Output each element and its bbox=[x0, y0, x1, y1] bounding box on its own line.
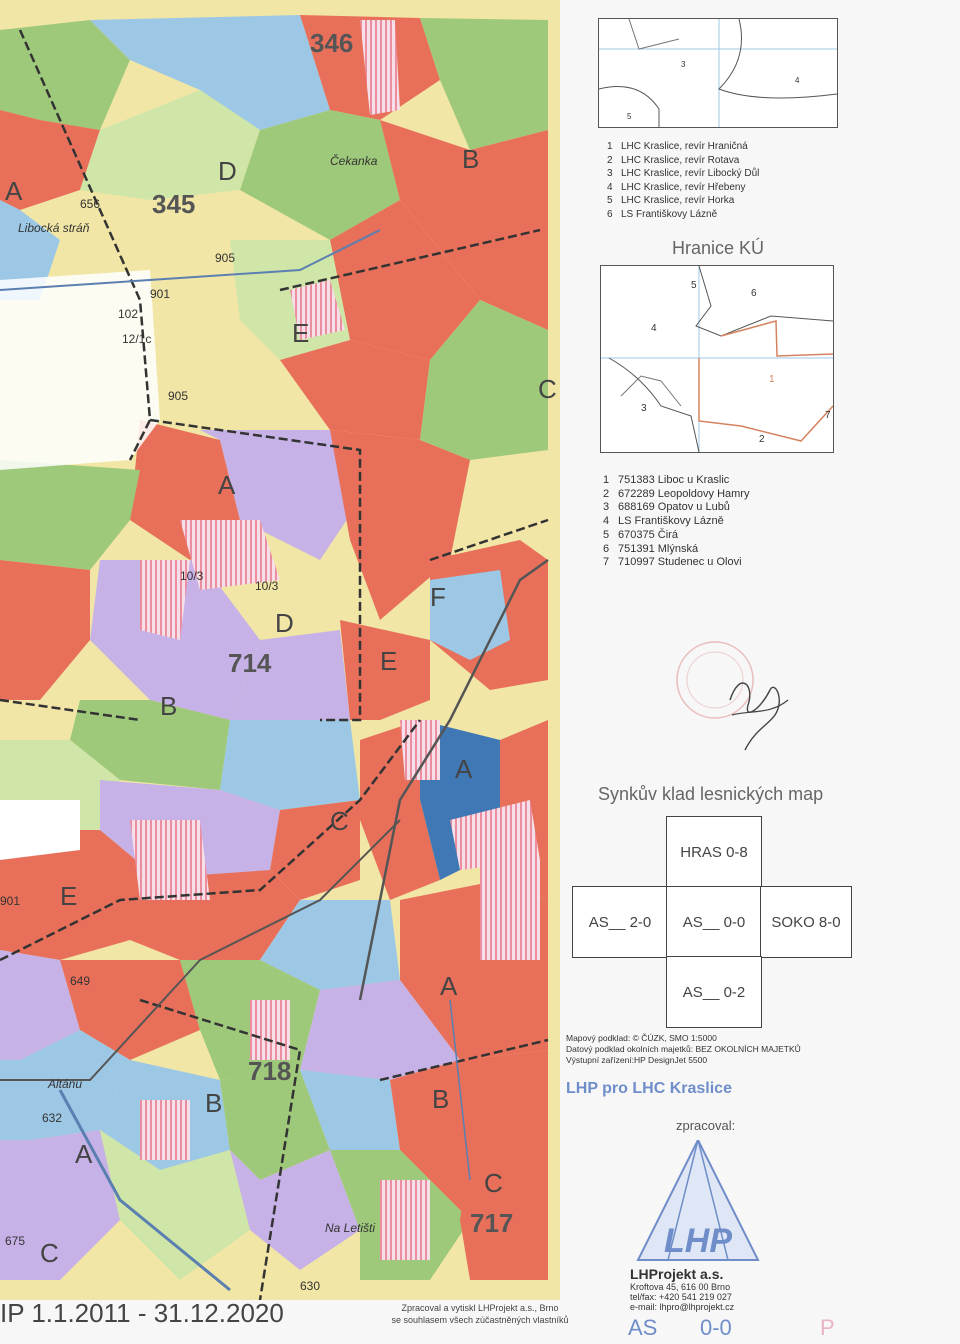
area-number: 5 bbox=[627, 112, 632, 121]
area-number: 4 bbox=[795, 76, 800, 85]
block-label: E bbox=[292, 318, 310, 348]
number-label: 10/3 bbox=[180, 569, 204, 583]
sheet-flag: P bbox=[820, 1315, 835, 1340]
number-label: 675 bbox=[5, 1234, 26, 1248]
legend-item: 2 LHC Kraslice, revír Rotava bbox=[607, 154, 740, 166]
ku-legend bbox=[603, 474, 749, 570]
footer-note bbox=[380, 1302, 580, 1326]
block-label: A bbox=[455, 754, 473, 784]
area-number: 7 bbox=[825, 410, 831, 421]
block-label: D bbox=[218, 156, 237, 186]
sheet-left[interactable]: AS__ 2-0 bbox=[572, 886, 668, 958]
compartment-label: 717 bbox=[470, 1208, 514, 1238]
number-label: 901 bbox=[150, 287, 171, 301]
place-name: Libocká stráň bbox=[18, 221, 90, 235]
hranice-ku-title: Hranice KÚ bbox=[672, 238, 765, 258]
number-label: 905 bbox=[215, 251, 236, 265]
overview-map-lhc bbox=[598, 18, 838, 128]
block-label: F bbox=[430, 582, 446, 612]
block-label: C bbox=[538, 374, 557, 404]
white-enclosure bbox=[0, 800, 80, 860]
info-line: Mapový podklad: © ČÚZK, SMO 1:5000 bbox=[566, 1033, 717, 1043]
overview-map-ku bbox=[600, 265, 834, 453]
area-number: 2 bbox=[759, 434, 765, 445]
number-label: 632 bbox=[42, 1111, 63, 1125]
compartment-label: 345 bbox=[152, 189, 196, 219]
white-enclosure bbox=[0, 270, 160, 470]
block-label: C bbox=[330, 806, 349, 836]
compartment-label: 718 bbox=[248, 1056, 292, 1086]
sheet-index-title: Synkův klad lesnických map bbox=[598, 784, 824, 804]
legend-item: 1 LHC Kraslice, revír Hraničná bbox=[607, 141, 748, 152]
number-label: 656 bbox=[80, 197, 101, 211]
area-number: 1 bbox=[769, 374, 775, 385]
info-line: Datový podklad okolních majetků: BEZ OKOLNÍCH MAJETKŮ bbox=[566, 1044, 801, 1054]
area-number: 5 bbox=[691, 280, 697, 291]
sheet-center[interactable]: AS__ 0-0 bbox=[666, 886, 762, 958]
number-label: 901 bbox=[0, 894, 21, 908]
area-number: 3 bbox=[681, 60, 686, 69]
sheet-top[interactable]: HRAS 0-8 bbox=[666, 816, 762, 888]
legend-item: 6 LS Františkovy Lázně bbox=[607, 208, 718, 220]
stamp-and-signature bbox=[660, 630, 810, 760]
area-number: 4 bbox=[651, 323, 657, 334]
compartment-label: 714 bbox=[228, 648, 272, 678]
official-seal bbox=[677, 642, 753, 718]
lhp-title: LHP pro LHC Kraslice bbox=[566, 1080, 732, 1097]
sheet-right[interactable]: SOKO 8-0 bbox=[760, 886, 852, 958]
validity-period: IP 1.1.2011 - 31.12.2020 bbox=[0, 1298, 284, 1328]
sheet-number: 0-0 bbox=[700, 1315, 732, 1340]
block-label: B bbox=[432, 1084, 450, 1114]
company-block bbox=[630, 1266, 734, 1312]
block-label: D bbox=[275, 608, 294, 638]
number-label: 102 bbox=[118, 307, 139, 321]
block-label: A bbox=[440, 971, 458, 1001]
legend-item: 3 688169 Opatov u Lubů bbox=[603, 501, 730, 514]
block-label: A bbox=[5, 176, 23, 206]
block-label: A bbox=[75, 1139, 93, 1169]
legend-item: 5 670375 Čirá bbox=[603, 528, 678, 541]
block-label: B bbox=[462, 144, 480, 174]
number-label: 630 bbox=[300, 1279, 321, 1293]
block-label: A bbox=[218, 470, 236, 500]
info-line: Výstupní zařízení:HP DesignJet 5500 bbox=[566, 1055, 708, 1065]
company-phone: tel/fax: +420 541 219 027 bbox=[630, 1292, 732, 1302]
footer-note-line: se souhlasem všech zúčastněných vlastníků bbox=[391, 1315, 569, 1325]
legend-item: 1 751383 Liboc u Kraslic bbox=[603, 474, 730, 486]
sheet-bottom[interactable]: AS__ 0-2 bbox=[666, 956, 762, 1028]
zpracoval-label: zpracoval: bbox=[676, 1118, 736, 1133]
map-source-info bbox=[566, 1033, 801, 1066]
compartment-label: 346 bbox=[310, 28, 354, 58]
lhc-legend bbox=[607, 140, 759, 221]
block-label: C bbox=[484, 1168, 503, 1198]
company-name: LHProjekt a.s. bbox=[630, 1266, 724, 1282]
company-address: Kroftova 45, 616 00 Brno bbox=[630, 1282, 731, 1292]
number-label: 649 bbox=[70, 974, 91, 988]
legend-item: 7 710997 Studenec u Olovi bbox=[603, 556, 742, 569]
place-name: Čekanka bbox=[330, 154, 378, 168]
number-label: 10/3 bbox=[255, 579, 279, 593]
legend-item: 4 LHC Kraslice, revír Hřebeny bbox=[607, 181, 746, 193]
block-label: E bbox=[380, 646, 398, 676]
sheet-code: AS bbox=[628, 1315, 658, 1340]
block-label: C bbox=[40, 1238, 59, 1268]
block-label: B bbox=[205, 1088, 223, 1118]
signature-icon bbox=[730, 683, 779, 750]
place-name: Na Letišti bbox=[325, 1221, 376, 1235]
legend-item: 4 LS Františkovy Lázně bbox=[603, 515, 724, 528]
area-number: 6 bbox=[751, 288, 757, 299]
legend-item: 2 672289 Leopoldovy Hamry bbox=[603, 487, 750, 500]
block-label: B bbox=[160, 691, 178, 721]
number-label: 905 bbox=[168, 389, 189, 403]
area-number: 3 bbox=[641, 403, 647, 414]
logo-text: LHP bbox=[664, 1222, 732, 1260]
legend-item: 6 751391 Mlýnská bbox=[603, 542, 699, 555]
legend-item: 5 LHC Kraslice, revír Horka bbox=[607, 195, 735, 206]
lhprojekt-logo bbox=[628, 1140, 768, 1270]
footer-note-line: Zpracoval a vytiskl LHProjekt a.s., Brno bbox=[401, 1303, 559, 1313]
place-name: Altánu bbox=[48, 1077, 83, 1091]
company-email[interactable]: e-mail: lhpro@lhprojekt.cz bbox=[630, 1302, 735, 1312]
block-label: E bbox=[60, 881, 78, 911]
legend-item: 3 LHC Kraslice, revír Libocký Důl bbox=[607, 168, 760, 179]
number-label: 12/1c bbox=[122, 332, 152, 346]
